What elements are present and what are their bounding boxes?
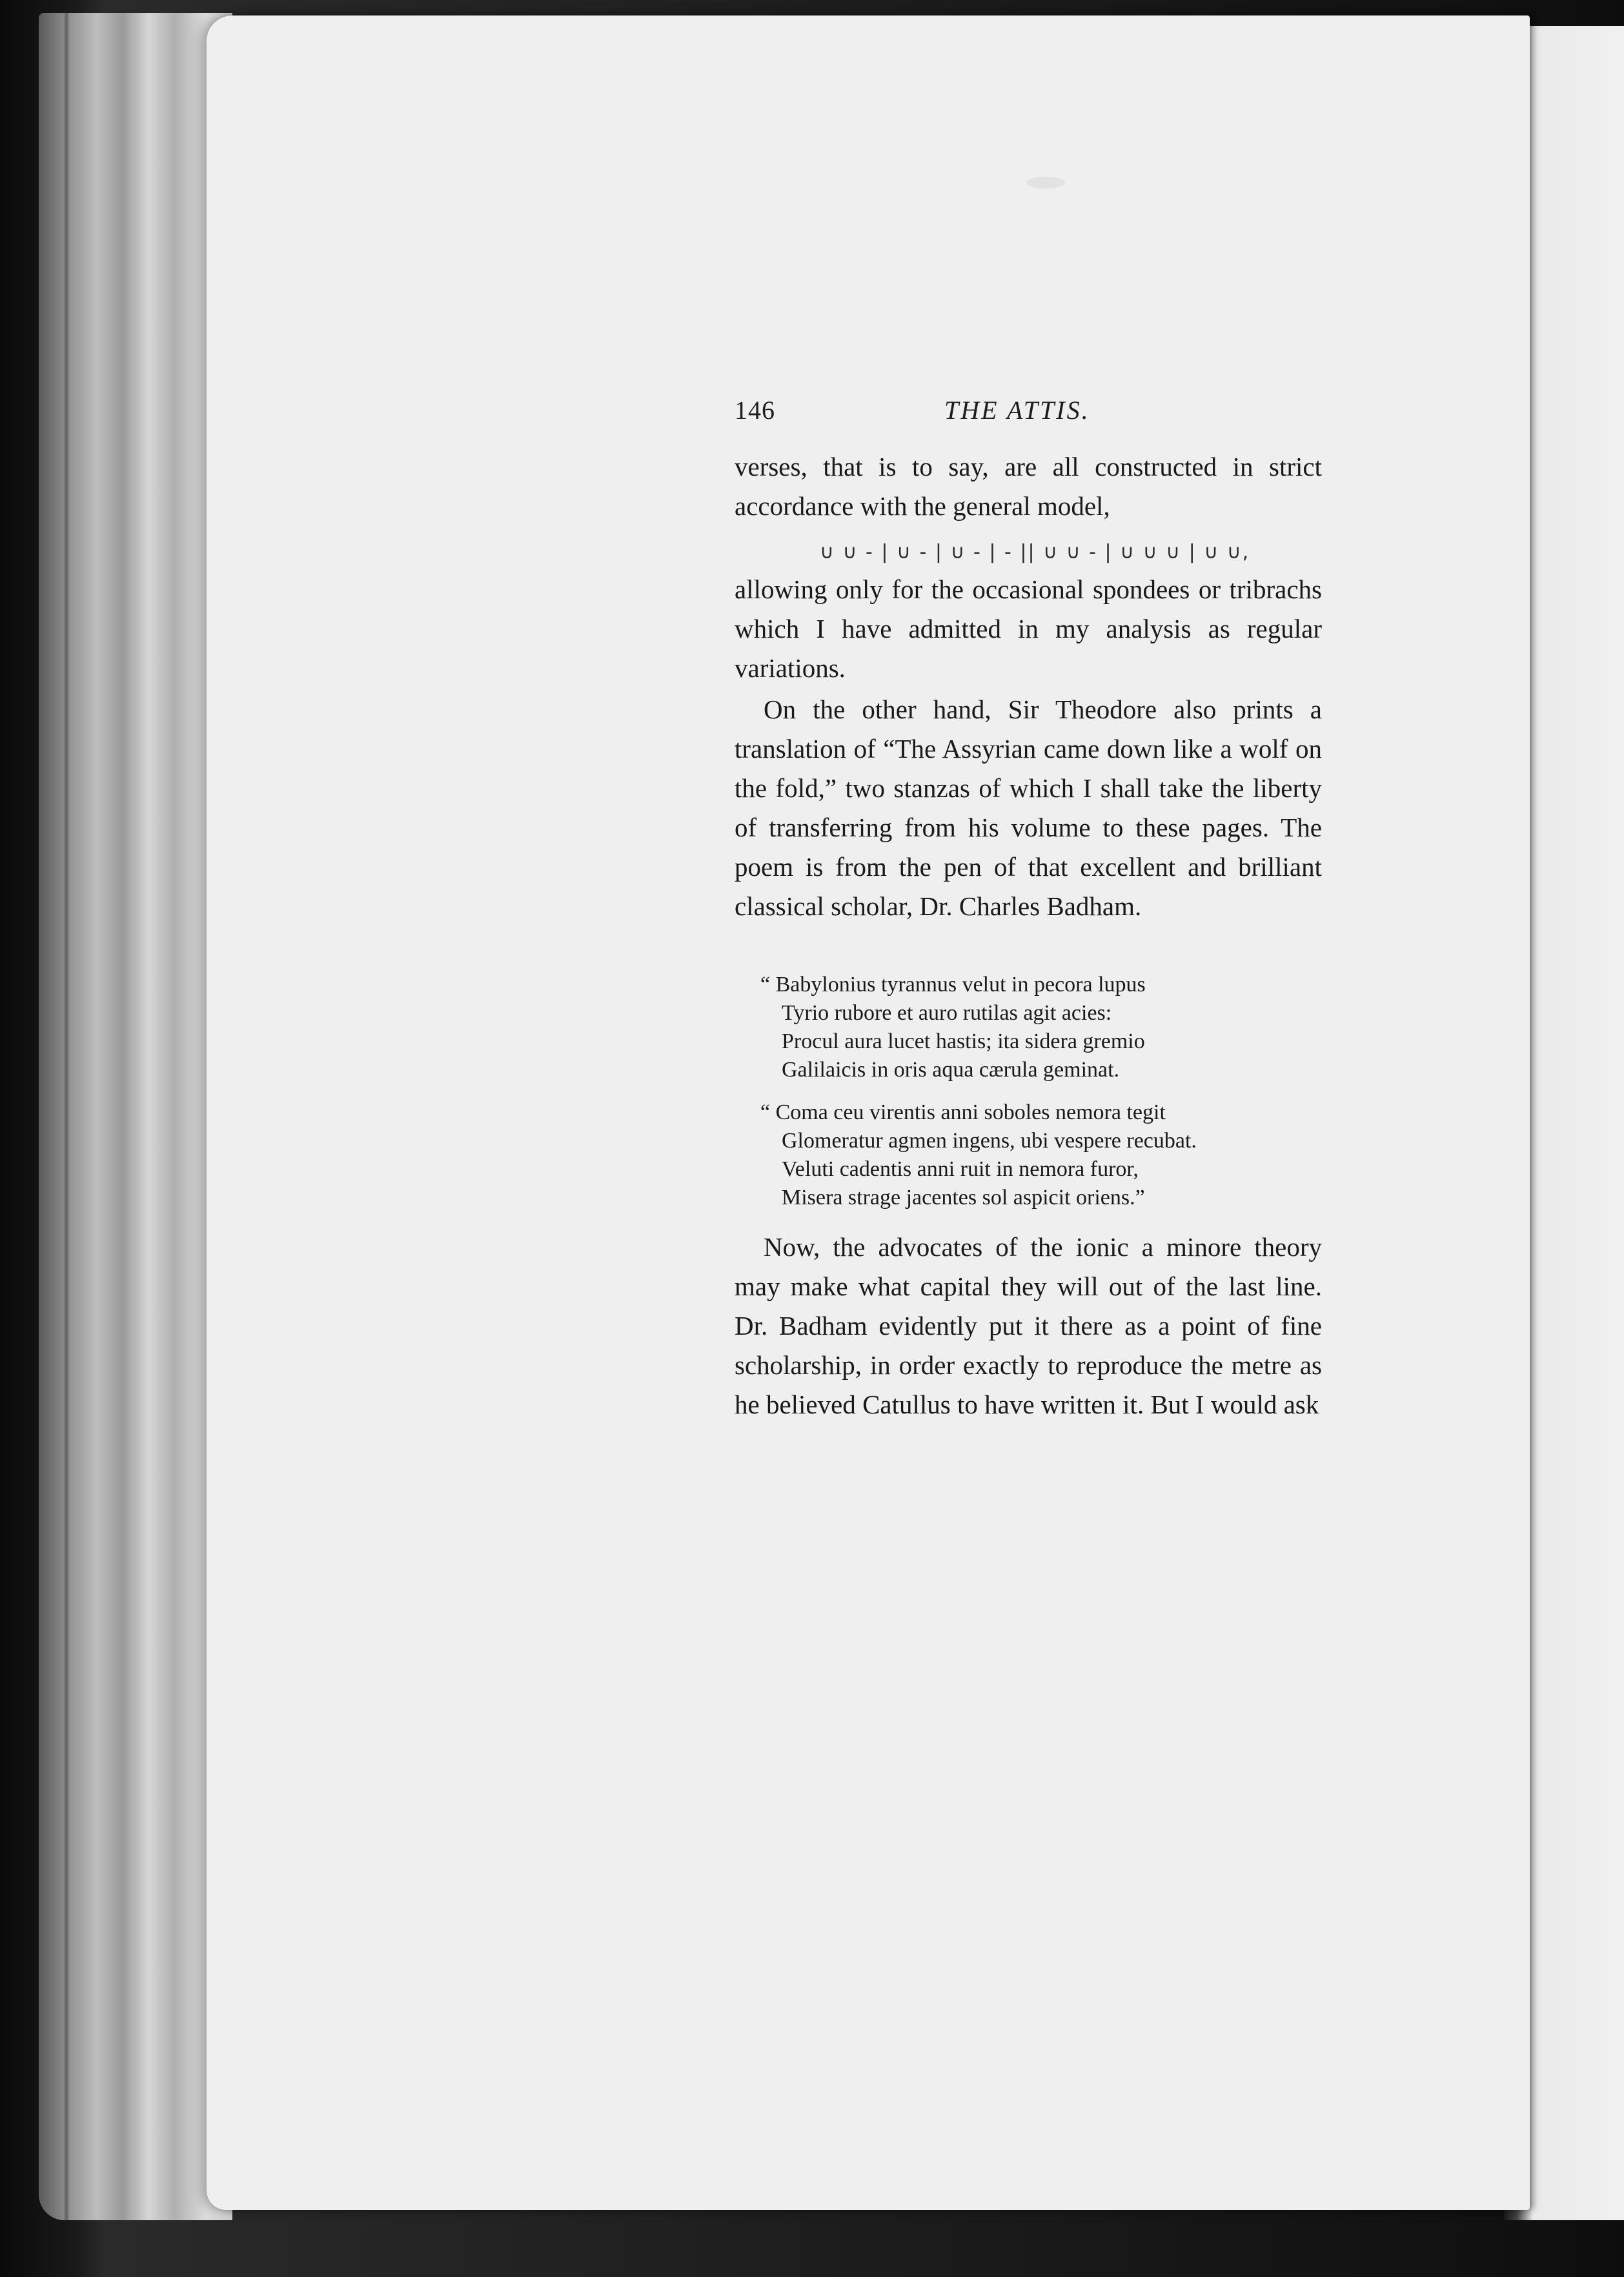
paragraph-2 (735, 570, 1322, 688)
poem-stanza-2 (760, 1098, 1315, 1212)
poem-line: Veluti cadentis anni ruit in nemora furor, (782, 1157, 1139, 1181)
poem-line: Misera strage jacentes sol aspicit oriens.” (782, 1186, 1145, 1209)
running-title: THE ATTIS. (944, 396, 1090, 425)
poem-line: “ Babylonius tyrannus velut in pecora lupus (760, 973, 1146, 997)
page-number: 146 (735, 396, 775, 425)
paragraph-1-text: verses, that is to say, are all constructed in strict accordance with the general model, (735, 452, 1322, 521)
page-smudge (1026, 177, 1065, 188)
poem-line: Galilaicis in oris aqua cærula geminat. (782, 1058, 1120, 1082)
poem-line: “ Coma ceu virentis anni soboles nemora tegit (760, 1100, 1166, 1124)
book-page-edges (39, 13, 232, 2220)
paragraph-1 (735, 447, 1322, 526)
metrical-scheme: ∪ ∪ - | ∪ - | ∪ - | - || ∪ ∪ - | ∪ ∪ ∪ | ∪ ∪, (820, 541, 1250, 563)
page-header (735, 392, 1322, 431)
poem-line: Procul aura lucet hastis; ita sidera gremio (782, 1029, 1145, 1053)
poem-line: Glomeratur agmen ingens, ubi vespere recubat. (782, 1129, 1197, 1153)
paragraph-3 (735, 690, 1322, 926)
poem-line: Tyrio rubore et auro rutilas agit acies: (782, 1001, 1112, 1025)
paragraph-4 (735, 1228, 1322, 1424)
poem-stanza-1 (760, 971, 1315, 1084)
paragraph-3-text: On the other hand, Sir Theodore also prints a translation of “The Assyrian came down like a wolf on the fold,” two stanzas of which I shall take the liberty of transferring from his volume to these pages. The poem is from the pen of that excellent and brilliant classical scholar, Dr. Charles Badham. (735, 694, 1322, 921)
paragraph-4-text: Now, the advocates of the ionic a minore theory may make what capital they will out of the last line. Dr. Badham evidently put it there as a point of fine scholarship, in order exactly to reproduce the metre as he believed Catullus to have written it. But I would ask (735, 1232, 1322, 1419)
paragraph-2-text: allowing only for the occasional spondees or tribrachs which I have admitted in my analysis as regular variations. (735, 574, 1322, 683)
